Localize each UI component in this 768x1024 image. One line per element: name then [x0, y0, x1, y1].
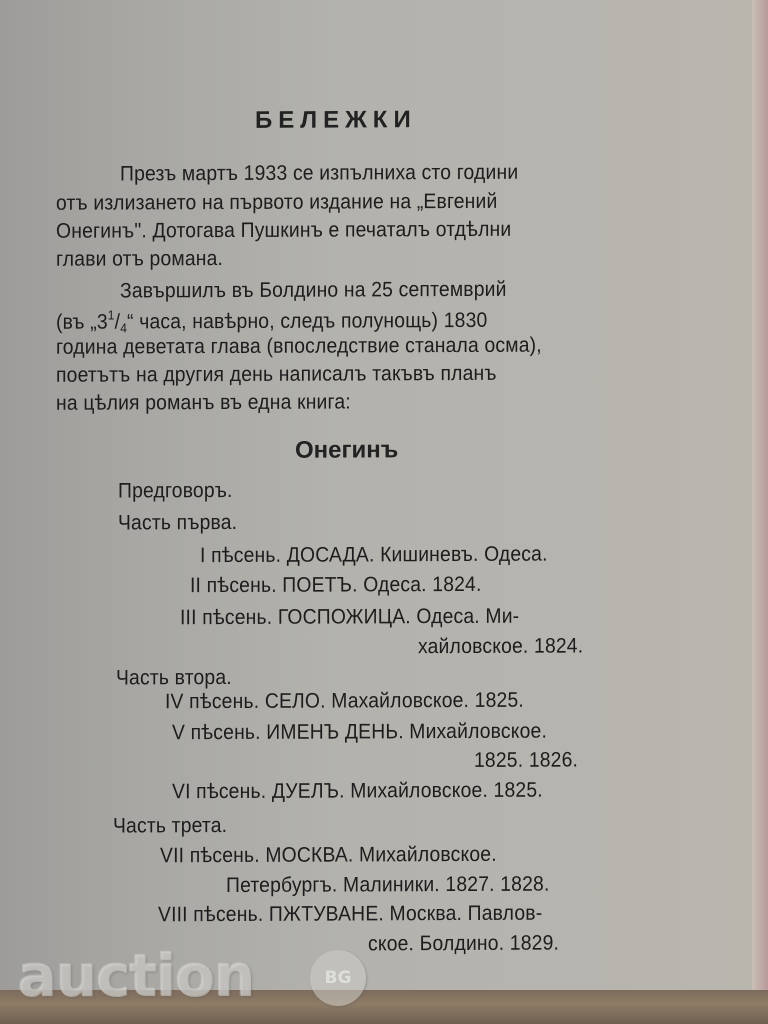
plan-line: Часть трета.	[113, 814, 228, 838]
fraction-numerator: 1	[107, 307, 115, 323]
line2-prefix: (въ „3	[56, 310, 108, 334]
plan-line: VIII пѣсень. ПЖТУВАНЕ. Москва. Павлов-	[158, 901, 543, 927]
plan-line: IV пѣсень. СЕЛО. Махайловское. 1825.	[165, 688, 524, 714]
paragraph-2-line-1: Завършилъ въ Болдино на 25 септемврий	[120, 277, 507, 303]
plan-line: Часть втора.	[116, 665, 232, 690]
fraction-denominator: 4	[120, 320, 128, 336]
plan-line: V пѣсень. ИМЕНЪ ДЕНЬ. Михайловское.	[172, 719, 548, 745]
fraction-slash: /	[114, 310, 121, 334]
line2-suffix: “ часа, навѣрно, следъ полунощь) 1830	[127, 308, 488, 334]
plan-line: I пѣсень. ДОСАДА. Кишиневъ. Одеса.	[200, 542, 548, 568]
paragraph-2-line-2	[56, 306, 487, 336]
plan-line: VI пѣсень. ДУЕЛЪ. Михайловское. 1825.	[172, 778, 543, 804]
paragraph-2-line-4: поетътъ на другия день написалъ такъвъ планъ	[56, 361, 497, 387]
plan-line: Петербургъ. Малиники. 1827. 1828.	[226, 872, 550, 898]
plan-title: Онегинъ	[295, 436, 399, 464]
watermark-badge: BG	[310, 950, 366, 1006]
plan-line: VII пѣсень. МОСКВА. Михайловское.	[160, 842, 497, 868]
paragraph-1-line-3: Онегинъ". Дотогава Пушкинъ е печаталъ отдѣлни	[56, 217, 512, 243]
paragraph-1-line-1: Презъ мартъ 1933 се изпълниха сто години	[120, 160, 519, 186]
paragraph-2-line-3: година деветата глава (впоследствие станала осма),	[56, 333, 542, 359]
paragraph-1-line-4: глави отъ романа.	[56, 247, 224, 271]
paragraph-1-line-2: отъ излизането на първото издание на „Евгений	[56, 189, 498, 215]
page-title: БЕЛЕЖКИ	[255, 106, 417, 134]
plan-line: II пѣсень. ПОЕТЪ. Одеса. 1824.	[190, 572, 482, 598]
plan-line: Часть първа.	[118, 510, 238, 535]
plan-line: Предговоръ.	[118, 478, 233, 503]
paragraph-2-line-5: на цѣлия романъ въ една книга:	[56, 390, 351, 415]
plan-line: хайловское. 1824.	[418, 634, 584, 659]
watermark-logo: auction	[18, 942, 255, 1010]
page-edge	[752, 0, 768, 1000]
plan-line: 1825. 1826.	[474, 748, 579, 772]
plan-line: ское. Болдино. 1829.	[368, 931, 560, 956]
plan-line: III пѣсень. ГОСПОЖИЦА. Одеса. Ми-	[180, 604, 520, 630]
